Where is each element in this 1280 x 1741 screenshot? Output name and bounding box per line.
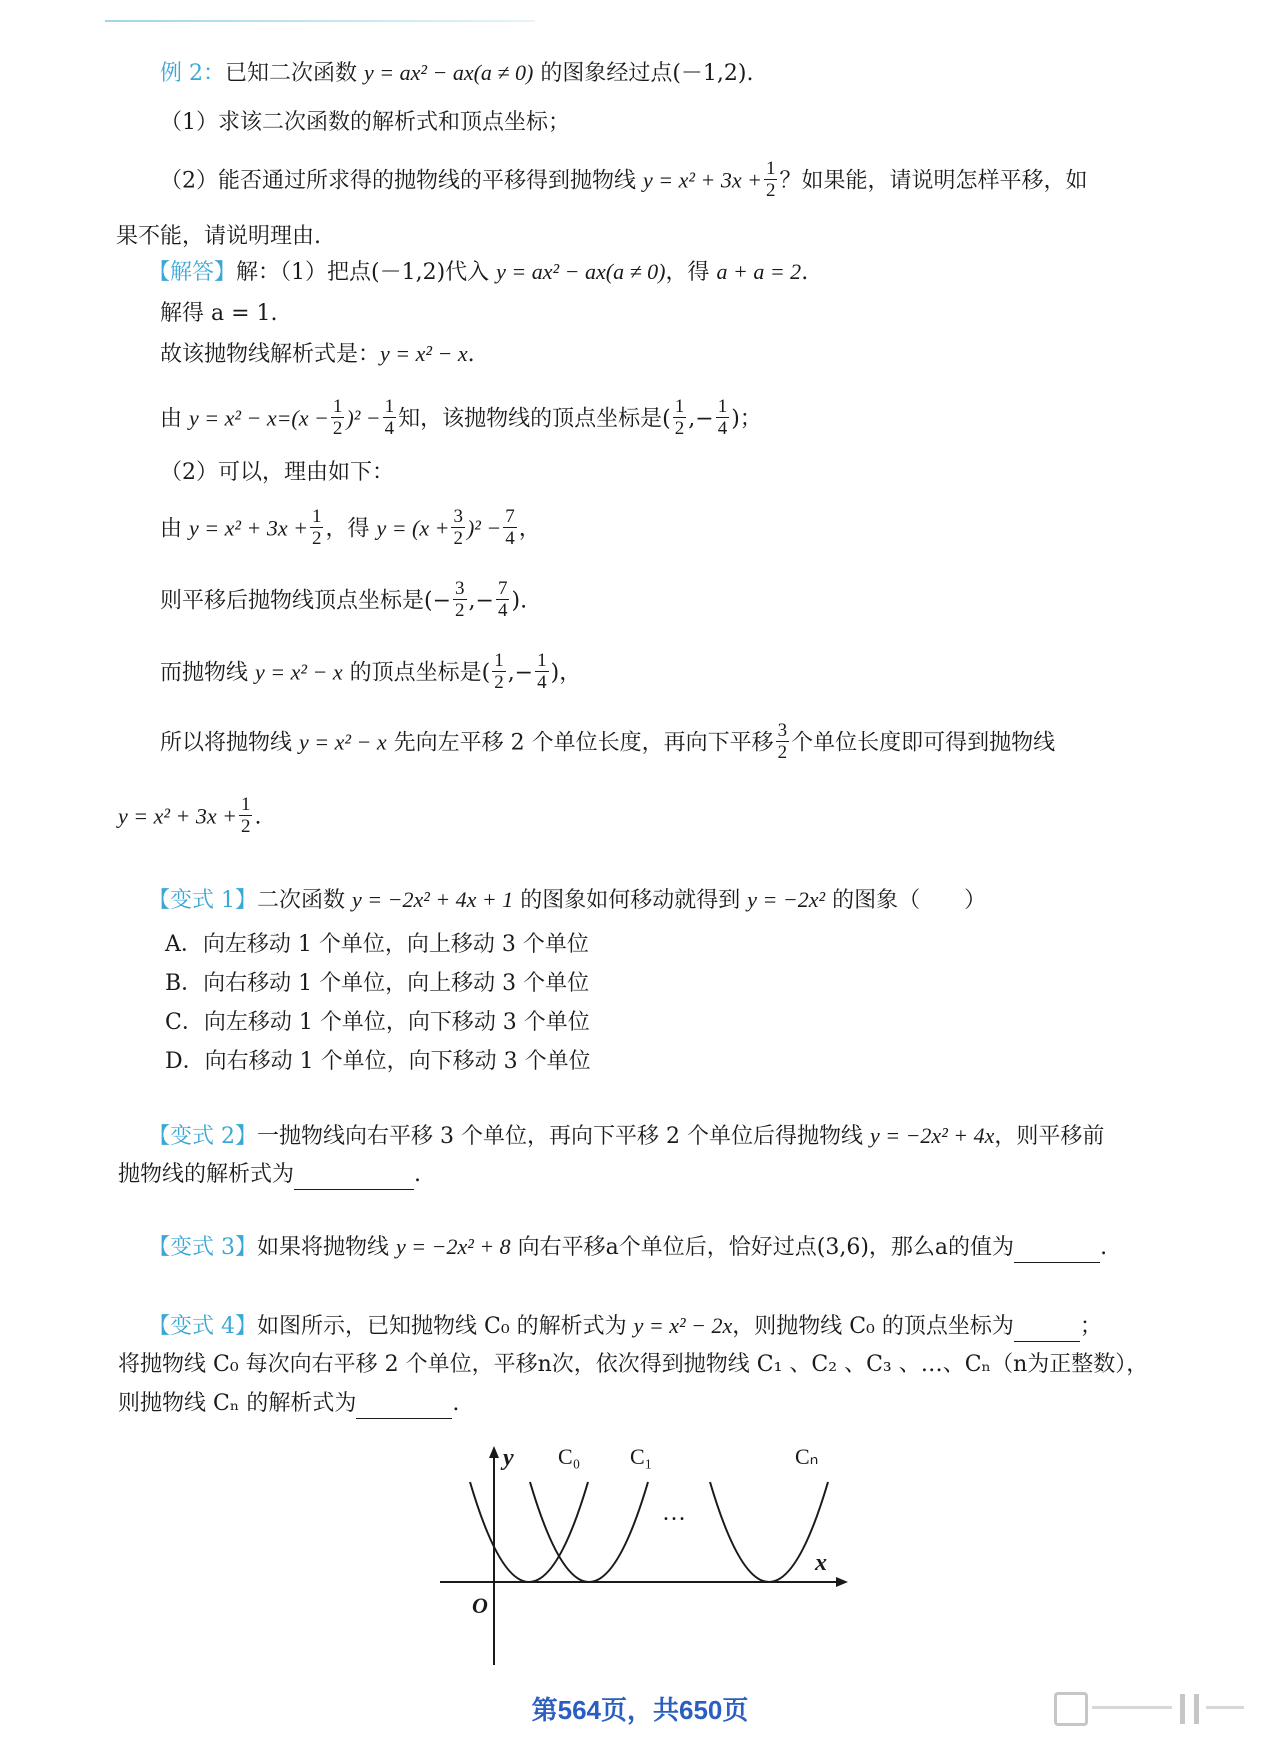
solution-l8-text: 而抛物线 xyxy=(160,660,255,686)
solution-l6-mid2: )² − xyxy=(466,515,502,541)
example-question-1: （1）求该二次函数的解析式和顶点坐标； xyxy=(160,110,570,135)
page-number: 第564页，共650页 xyxy=(531,1695,749,1725)
variant1-tag: 【变式 1】 xyxy=(148,888,257,913)
variant1-text: 二次函数 xyxy=(257,888,352,913)
solution-l9-expr: y = x² − x xyxy=(299,729,387,755)
variant1-tail: 的图象（ ） xyxy=(825,888,987,913)
solution-line-9 xyxy=(160,722,1055,765)
solution-l1-expr: y = ax² − ax(a ≠ 0) xyxy=(496,259,666,284)
solution-line-8: 而抛物线 y = x² − x 的顶点坐标是( $\frac{1}{2}$ ,− $\frac{1}{4}$ )， xyxy=(160,650,582,693)
variant1-option-a[interactable]: A．向左移动 1 个单位，向上移动 3 个单位 xyxy=(165,932,589,957)
solution-l6-end: ， xyxy=(518,516,541,542)
variant2-answer-blank[interactable] xyxy=(294,1167,414,1190)
solution-line-1 xyxy=(148,257,808,288)
pipe-icon xyxy=(1194,1694,1199,1724)
example-intro-text: 已知二次函数 xyxy=(225,61,365,86)
fraction: $\frac{3}{2}$ xyxy=(777,720,788,763)
solution-l8-expr: y = x² − x xyxy=(255,659,343,685)
solution-l4-expr: y = x² − x=(x − xyxy=(189,405,329,431)
solution-line-3 xyxy=(160,339,475,370)
solution-l1-mid: ，得 xyxy=(665,260,717,285)
example-intro-tail: 的图象经过点(－1,2). xyxy=(533,61,754,86)
solution-line-10 xyxy=(118,796,261,839)
example-question-2 xyxy=(160,160,1087,203)
variant4-stem xyxy=(148,1311,1102,1342)
solution-line-2: 解得 a = 1. xyxy=(160,301,278,326)
fraction: $\frac{1}{2}$ xyxy=(240,794,251,837)
fraction: $\frac{7}{4}$ xyxy=(497,578,508,621)
example-label: 例 2 xyxy=(160,61,203,86)
solution-l1-eq: a + a = 2 xyxy=(716,259,802,284)
variant2-stem-cont xyxy=(118,1160,421,1190)
solution-l10-end: . xyxy=(254,804,262,830)
solution-l9-tail: 个单位长度即可得到抛物线 xyxy=(791,730,1056,756)
ellipsis-label: … xyxy=(662,1500,686,1526)
variant2-stem xyxy=(148,1121,1104,1152)
solution-l4-mid: )² − xyxy=(346,405,381,431)
x-axis-label: x xyxy=(815,1550,827,1576)
solution-l1-text: 解：（1）把点(－1,2)代入 xyxy=(236,260,497,285)
q2-expr: y = x² + 3x + xyxy=(643,167,762,193)
variant2-tag: 【变式 2】 xyxy=(148,1124,257,1149)
variant1-option-d[interactable]: D．向右移动 1 个单位，向下移动 3 个单位 xyxy=(165,1049,591,1074)
fraction: $\frac{1}{2}$ xyxy=(332,396,343,439)
variant3-answer-blank[interactable] xyxy=(1014,1240,1100,1263)
solution-l3-text: 故该抛物线解析式是： xyxy=(160,342,381,367)
pipe-icon xyxy=(1180,1694,1185,1724)
solution-l8-end: ， xyxy=(559,660,582,686)
solution-l7-text: 则平移后抛物线顶点坐标是 xyxy=(160,588,425,614)
example-colon: ： xyxy=(203,61,226,86)
fraction: $\frac{1}{4}$ xyxy=(717,396,728,439)
variant2-text2: 抛物线的解析式为 xyxy=(118,1162,295,1187)
c1-label: C₁ xyxy=(630,1444,653,1469)
variant3-end: . xyxy=(1100,1235,1108,1260)
variant4-stem-cont: 将抛物线 C₀ 每次向右平移 2 个单位，平移n次，依次得到抛物线 C₁ 、C₂ 、C₃ 、…、Cₙ（n为正整数）， xyxy=(118,1352,1149,1377)
solution-tag: 【解答】 xyxy=(148,260,237,285)
variant1-option-b[interactable]: B．向右移动 1 个单位，向上移动 3 个单位 xyxy=(165,971,590,996)
y-axis-arrow xyxy=(489,1446,499,1458)
solution-l1-end: . xyxy=(801,260,809,285)
fraction: $\frac{3}{2}$ xyxy=(453,506,463,549)
variant4-text: 如图所示，已知抛物线 C₀ 的解析式为 xyxy=(257,1314,634,1339)
solution-l9-mid: 先向左平移 2 个单位长度，再向下平移 xyxy=(386,730,774,756)
solution-l6-text: 由 xyxy=(160,516,189,542)
variant4-semicolon: ； xyxy=(1079,1314,1102,1339)
solution-line-7: 则平移后抛物线顶点坐标是(− $\frac{3}{2}$ ,− $\frac{7}{4}$ ). xyxy=(160,578,528,621)
origin-label: O xyxy=(472,1593,488,1618)
variant1-expr: y = −2x² + 4x + 1 xyxy=(352,887,514,912)
cn-label: Cₙ xyxy=(795,1444,819,1469)
variant3-text: 如果将抛物线 xyxy=(257,1235,396,1260)
variant4-tag: 【变式 4】 xyxy=(148,1314,257,1339)
solution-line-6 xyxy=(160,508,541,551)
solution-l3-expr: y = x² − x xyxy=(380,341,468,366)
variant1-expr2: y = −2x² xyxy=(747,887,826,912)
parabola-cn xyxy=(710,1482,828,1582)
solution-line-5: （2）可以，理由如下： xyxy=(160,460,394,485)
variant4-answer-blank[interactable] xyxy=(356,1396,452,1419)
solution-l8-mid: 的顶点坐标是 xyxy=(342,660,482,686)
example-question-2-cont: 果不能，请说明理由. xyxy=(116,224,321,249)
fraction: $\frac{1}{2}$ xyxy=(765,158,776,201)
solution-l3-end: . xyxy=(467,342,475,367)
variant3-stem xyxy=(148,1232,1107,1263)
solution-l6-expr2: y = (x + xyxy=(376,515,450,541)
solution-l9-text: 所以将抛物线 xyxy=(160,730,299,756)
variant4-vertex-blank[interactable] xyxy=(1014,1319,1080,1342)
example-line-1 xyxy=(160,58,753,89)
solution-l6-mid: ，得 xyxy=(325,516,377,542)
variant1-mid: 的图象如何移动就得到 xyxy=(513,888,748,913)
variant4-end: . xyxy=(452,1391,460,1416)
solution-l4-text: 由 xyxy=(160,406,189,432)
variant2-end: . xyxy=(414,1162,422,1187)
example-intro-expr: y = ax² − ax(a ≠ 0) xyxy=(364,60,534,85)
variant3-mid: 向右平移a个单位后，恰好过点(3,6)，那么a的值为 xyxy=(510,1235,1015,1260)
variant2-text: 一抛物线向右平移 3 个单位，再向下平移 2 个单位后得抛物线 xyxy=(257,1124,870,1149)
fraction: $\frac{3}{2}$ xyxy=(455,578,465,621)
q2-text-tail: ？如果能，请说明怎样平移，如 xyxy=(779,168,1088,194)
scroll-track[interactable] xyxy=(1092,1706,1172,1709)
solution-l6-expr: y = x² + 3x + xyxy=(189,515,308,541)
solution-l4-tail: 知，该抛物线的顶点坐标是 xyxy=(398,406,663,432)
viewer-controls xyxy=(1048,1688,1248,1728)
variant4-stem-cont2 xyxy=(118,1389,459,1419)
fraction: $\frac{1}{4}$ xyxy=(384,396,395,439)
solution-l7-end: . xyxy=(520,588,528,614)
scroll-track-end xyxy=(1206,1706,1244,1709)
parabola-c1 xyxy=(530,1482,648,1582)
fit-page-icon[interactable] xyxy=(1054,1692,1088,1726)
variant1-option-c[interactable]: C．向左移动 1 个单位，向下移动 3 个单位 xyxy=(165,1010,590,1035)
variant4-mid: ，则抛物线 C₀ 的顶点坐标为 xyxy=(732,1314,1014,1339)
parabola-figure xyxy=(440,1440,850,1670)
fraction: $\frac{1}{2}$ xyxy=(494,650,504,693)
variant3-tag: 【变式 3】 xyxy=(148,1235,257,1260)
variant4-expr: y = x² − 2x xyxy=(633,1313,733,1338)
variant4-text3: 则抛物线 Cₙ 的解析式为 xyxy=(118,1391,357,1416)
parabola-c0 xyxy=(470,1482,588,1582)
x-axis-arrow xyxy=(836,1577,848,1587)
fraction: $\frac{1}{4}$ xyxy=(537,650,547,693)
solution-l10-expr: y = x² + 3x + xyxy=(118,803,237,829)
fraction: $\frac{7}{4}$ xyxy=(505,506,515,549)
variant2-tail: ，则平移前 xyxy=(994,1124,1105,1149)
fraction: $\frac{1}{2}$ xyxy=(674,396,685,439)
variant2-expr: y = −2x² + 4x xyxy=(869,1123,995,1148)
solution-line-4: 由 y = x² − x=(x − $\frac{1}{2}$ )² − $\frac{1}{4}$ 知，该抛物线的顶点坐标是( $\frac{1}{2}$ ,− $\frac{1}{4}$ )； xyxy=(160,396,762,439)
c0-label: C₀ xyxy=(558,1444,581,1469)
fraction: $\frac{1}{2}$ xyxy=(311,506,322,549)
y-axis-label: y xyxy=(503,1445,514,1471)
variant1-stem xyxy=(148,885,986,916)
top-divider xyxy=(105,20,535,22)
q2-text: （2）能否通过所求得的抛物线的平移得到抛物线 xyxy=(160,168,643,194)
variant3-expr: y = −2x² + 8 xyxy=(396,1234,511,1259)
